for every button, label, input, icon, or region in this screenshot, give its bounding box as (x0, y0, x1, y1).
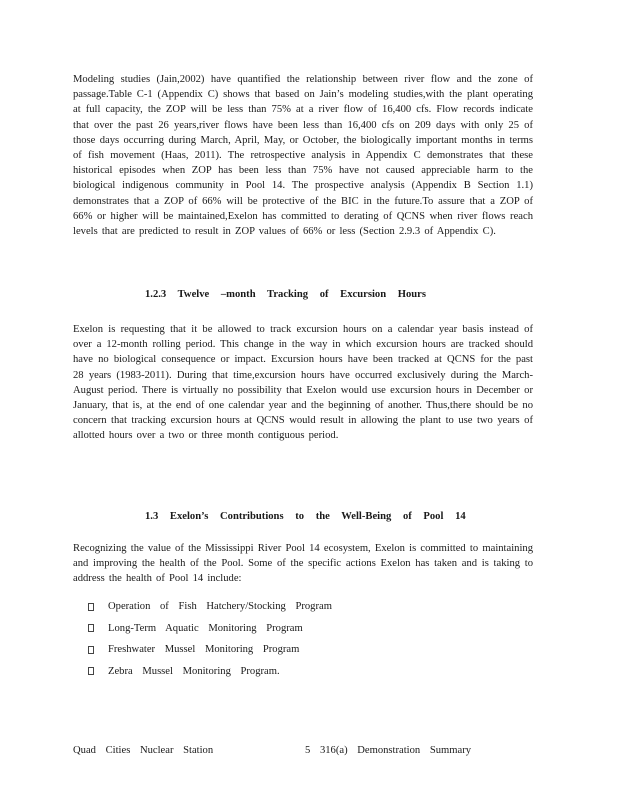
paragraph-excursion-tracking: Exelon is requesting that it be allowed to track excursion hours on a calendar year basis instead of over a 12-month rolling period. This change in the way in which excursion hours are tracked should have no biological consequence or impact. Excursion hours have been tracked at QCNS for the past 28 years (1983-2011). During that time,excursion hours have occurred exclusively during the March-August period. There is virtually no possibility that Exelon would use excursion hours in December or January, that is, at the end of one calendar year and the beginning of another. Thus,there should be no concern that tracking excursion hours at QCNS would result in allowing the plant to use two years of allotted hours over a two or three month contiguous period. (73, 324, 533, 442)
list-item (88, 661, 332, 683)
list-item (88, 618, 332, 640)
bullet-box-icon (88, 624, 94, 632)
actions-bullet-list (88, 596, 332, 682)
bullet-box-icon (88, 603, 94, 611)
paragraph-pool14-contributions: Recognizing the value of the Mississippi River Pool 14 ecosystem, Exelon is committed to maintaining and improving the health of the Pool. Some of the specific actions Exelon has taken and is taking to address the health of Pool 14 include: (73, 543, 533, 585)
section-heading-1-3: 1.3 Exelon’s Contributions to the Well-Being of Pool 14 (145, 511, 466, 522)
list-item-text: Freshwater Mussel Monitoring Program (108, 644, 300, 655)
paragraph-zop-modeling: Modeling studies (Jain,2002) have quantified the relationship between river flow and the zone of passage.Table C-1 (Appendix C) shows that based on Jain’s modeling studies,with the plant operating at full capacity, the ZOP will be less than 75% at a river flow of 16,400 cfs. Flow records indicate that over the past 26 years,river flows have been less than 16,400 cfs on 209 days with only 25 of those days occurring during March, April, May, or October, the biologically important months in terms of fish movement (Haas, 2011). The retrospective analysis in Appendix C demonstrates that these historical episodes when ZOP has been less than 75% have not caused appreciable harm to the biological indigenous community in Pool 14. The prospective analysis (Appendix B Section 1.1) demonstrates that a ZOP of 66% will be protective of the BIC in the future.To assure that a ZOP of 66% or higher will be maintained,Exelon has committed to derating of QCNS when river flows reach levels that are predicted to result in ZOP values of 66% or less (Section 2.9.3 of Appendix C). (73, 74, 533, 238)
bullet-box-icon (88, 667, 94, 675)
bullet-box-icon (88, 646, 94, 654)
footer-station-name: Quad Cities Nuclear Station (73, 745, 214, 756)
footer-page-title: 5 316(a) Demonstration Summary (305, 745, 472, 756)
list-item-text: Zebra Mussel Monitoring Program. (108, 665, 280, 677)
list-item-text: Long-Term Aquatic Monitoring Program (108, 622, 303, 634)
list-item (88, 596, 332, 618)
section-heading-1-2-3: 1.2.3 Twelve –month Tracking of Excursion Hours (145, 289, 426, 300)
list-item (88, 639, 332, 661)
list-item-text: Operation of Fish Hatchery/Stocking Program (108, 601, 332, 612)
